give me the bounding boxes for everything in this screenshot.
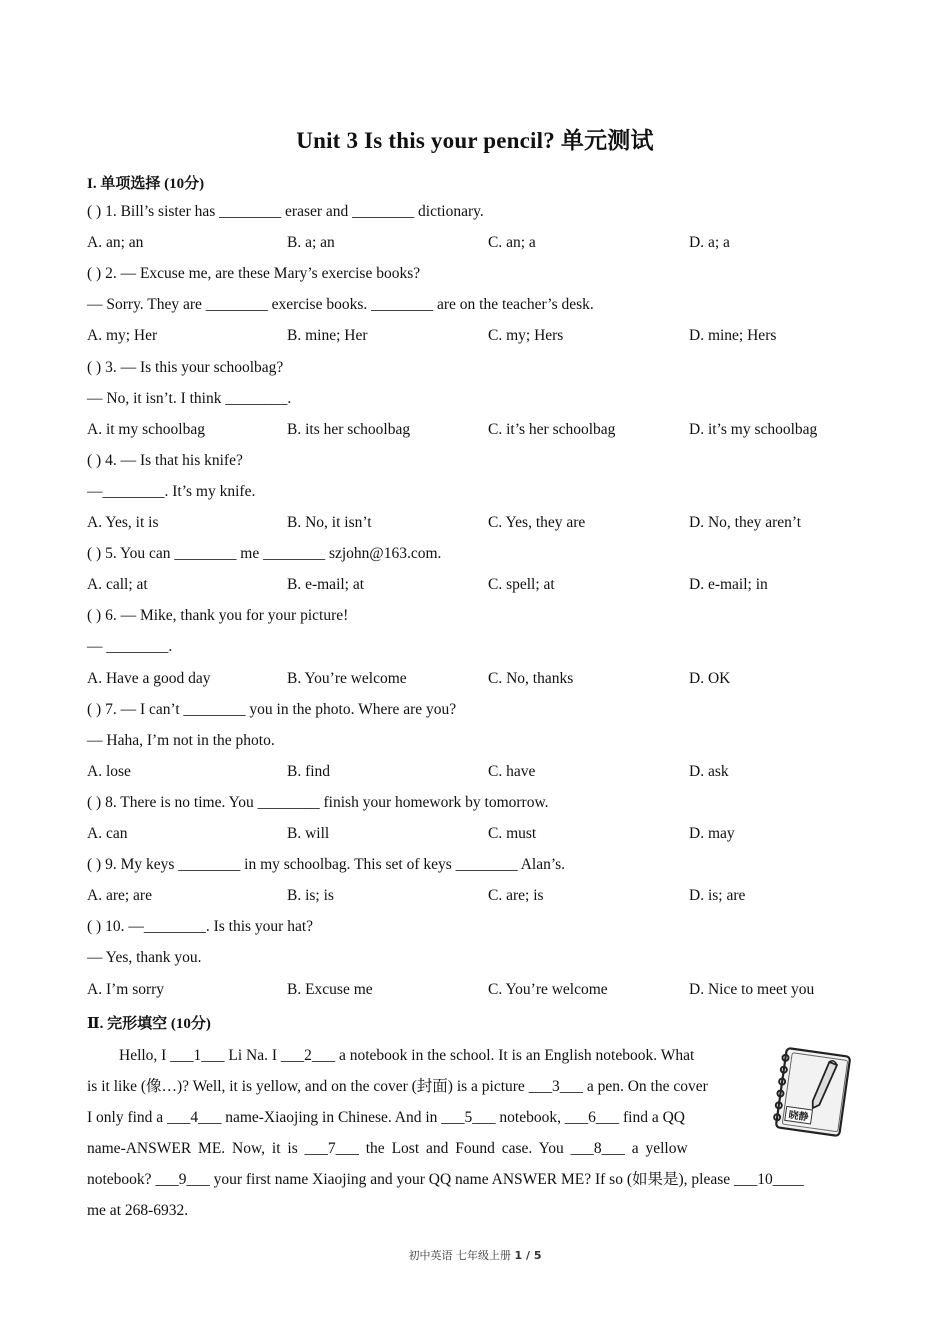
- answer-option[interactable]: D. ask: [689, 763, 729, 780]
- answer-options: [87, 763, 847, 783]
- answer-options: [87, 576, 847, 596]
- answer-option[interactable]: B. You’re welcome: [287, 670, 407, 687]
- answer-option[interactable]: D. OK: [689, 670, 731, 687]
- answer-option[interactable]: A. are; are: [87, 887, 152, 904]
- page-number: 1 / 5: [514, 1249, 542, 1262]
- section-heading-multiple-choice: I. 单项选择 (10分): [87, 176, 205, 192]
- answer-option[interactable]: D. Nice to meet you: [689, 981, 815, 998]
- page-footer: [0, 1247, 950, 1263]
- notebook-illustration: [767, 1046, 859, 1138]
- section-heading-cloze: Ⅱ. 完形填空 (10分): [87, 1016, 211, 1032]
- answer-option[interactable]: A. Have a good day: [87, 670, 211, 687]
- answer-option[interactable]: D. is; are: [689, 887, 746, 904]
- answer-option[interactable]: A. can: [87, 825, 128, 842]
- cloze-line: name-ANSWER ME. Now, it is ___7___ the Lost and Found case. You ___8___ a yellow: [87, 1140, 688, 1157]
- footer-text: 初中英语 七年级上册: [408, 1249, 511, 1262]
- answer-option[interactable]: B. a; an: [287, 234, 335, 251]
- answer-option[interactable]: C. it’s her schoolbag: [488, 421, 616, 438]
- answer-option[interactable]: C. have: [488, 763, 536, 780]
- cloze-line: notebook? ___9___ your first name Xiaojing and your QQ name ANSWER ME? If so (如果是), please ___10____: [87, 1171, 804, 1188]
- answer-option[interactable]: C. No, thanks: [488, 670, 574, 687]
- question-dialogue-line: — No, it isn’t. I think ________.: [87, 390, 292, 407]
- answer-option[interactable]: D. may: [689, 825, 735, 842]
- answer-option[interactable]: C. You’re welcome: [488, 981, 608, 998]
- answer-option[interactable]: C. an; a: [488, 234, 536, 251]
- answer-option[interactable]: C. must: [488, 825, 537, 842]
- question-dialogue-line: —________. It’s my knife.: [87, 483, 256, 500]
- answer-option[interactable]: B. find: [287, 763, 331, 780]
- answer-option[interactable]: A. lose: [87, 763, 131, 780]
- answer-option[interactable]: D. mine; Hers: [689, 327, 777, 344]
- answer-option[interactable]: D. No, they aren’t: [689, 514, 802, 531]
- answer-options: [87, 981, 847, 1001]
- answer-option[interactable]: A. my; Her: [87, 327, 158, 344]
- cloze-line: me at 268-6932.: [87, 1202, 189, 1219]
- answer-option[interactable]: A. I’m sorry: [87, 981, 165, 998]
- question-stem: ( ) 1. Bill’s sister has ________ eraser and ________ dictionary.: [87, 203, 484, 220]
- answer-option[interactable]: C. are; is: [488, 887, 544, 904]
- question-stem: ( ) 10. —________. Is this your hat?: [87, 918, 314, 935]
- question-stem: ( ) 4. — Is that his knife?: [87, 452, 243, 469]
- answer-options: [87, 514, 847, 534]
- question-dialogue-line: — Haha, I’m not in the photo.: [87, 732, 275, 749]
- cloze-line: is it like (像…)? Well, it is yellow, and on the cover (封面) is a picture ___3___ a pen. On the cover: [87, 1078, 708, 1095]
- question-stem: ( ) 3. — Is this your schoolbag?: [87, 359, 284, 376]
- answer-option[interactable]: D. it’s my schoolbag: [689, 421, 818, 438]
- question-stem: ( ) 7. — I can’t ________ you in the photo. Where are you?: [87, 701, 457, 718]
- answer-option[interactable]: C. Yes, they are: [488, 514, 586, 531]
- answer-option[interactable]: B. is; is: [287, 887, 334, 904]
- question-dialogue-line: — ________.: [87, 638, 173, 655]
- answer-option[interactable]: D. a; a: [689, 234, 730, 251]
- question-stem: ( ) 6. — Mike, thank you for your picture!: [87, 607, 349, 624]
- cloze-line: Hello, I ___1___ Li Na. I ___2___ a notebook in the school. It is an English notebook. What: [119, 1047, 695, 1064]
- answer-option[interactable]: A. it my schoolbag: [87, 421, 205, 438]
- answer-option[interactable]: C. my; Hers: [488, 327, 564, 344]
- answer-option[interactable]: A. an; an: [87, 234, 144, 251]
- question-dialogue-line: — Sorry. They are ________ exercise books. ________ are on the teacher’s desk.: [87, 296, 594, 313]
- answer-options: [87, 421, 847, 441]
- answer-option[interactable]: B. e-mail; at: [287, 576, 365, 593]
- question-stem: ( ) 2. — Excuse me, are these Mary’s exercise books?: [87, 265, 421, 282]
- question-stem: ( ) 5. You can ________ me ________ szjohn@163.com.: [87, 545, 442, 562]
- answer-option[interactable]: A. Yes, it is: [87, 514, 159, 531]
- answer-option[interactable]: D. e-mail; in: [689, 576, 768, 593]
- answer-option[interactable]: B. its her schoolbag: [287, 421, 411, 438]
- cloze-line: I only find a ___4___ name-Xiaojing in Chinese. And in ___5___ notebook, ___6___ find a QQ: [87, 1109, 685, 1126]
- answer-options: [87, 327, 847, 347]
- answer-options: [87, 887, 847, 907]
- answer-options: [87, 234, 847, 254]
- answer-option[interactable]: B. will: [287, 825, 330, 842]
- answer-options: [87, 670, 847, 690]
- question-stem: ( ) 9. My keys ________ in my schoolbag. This set of keys ________ Alan’s.: [87, 856, 566, 873]
- question-dialogue-line: — Yes, thank you.: [87, 949, 202, 966]
- answer-option[interactable]: C. spell; at: [488, 576, 555, 593]
- answer-option[interactable]: B. No, it isn’t: [287, 514, 372, 531]
- answer-option[interactable]: A. call; at: [87, 576, 148, 593]
- page-title: Unit 3 Is this your pencil? 单元测试: [296, 128, 654, 153]
- notebook-label: 晓静: [787, 1109, 810, 1124]
- answer-option[interactable]: B. mine; Her: [287, 327, 368, 344]
- answer-option[interactable]: B. Excuse me: [287, 981, 373, 998]
- answer-options: [87, 825, 847, 845]
- question-stem: ( ) 8. There is no time. You ________ finish your homework by tomorrow.: [87, 794, 549, 811]
